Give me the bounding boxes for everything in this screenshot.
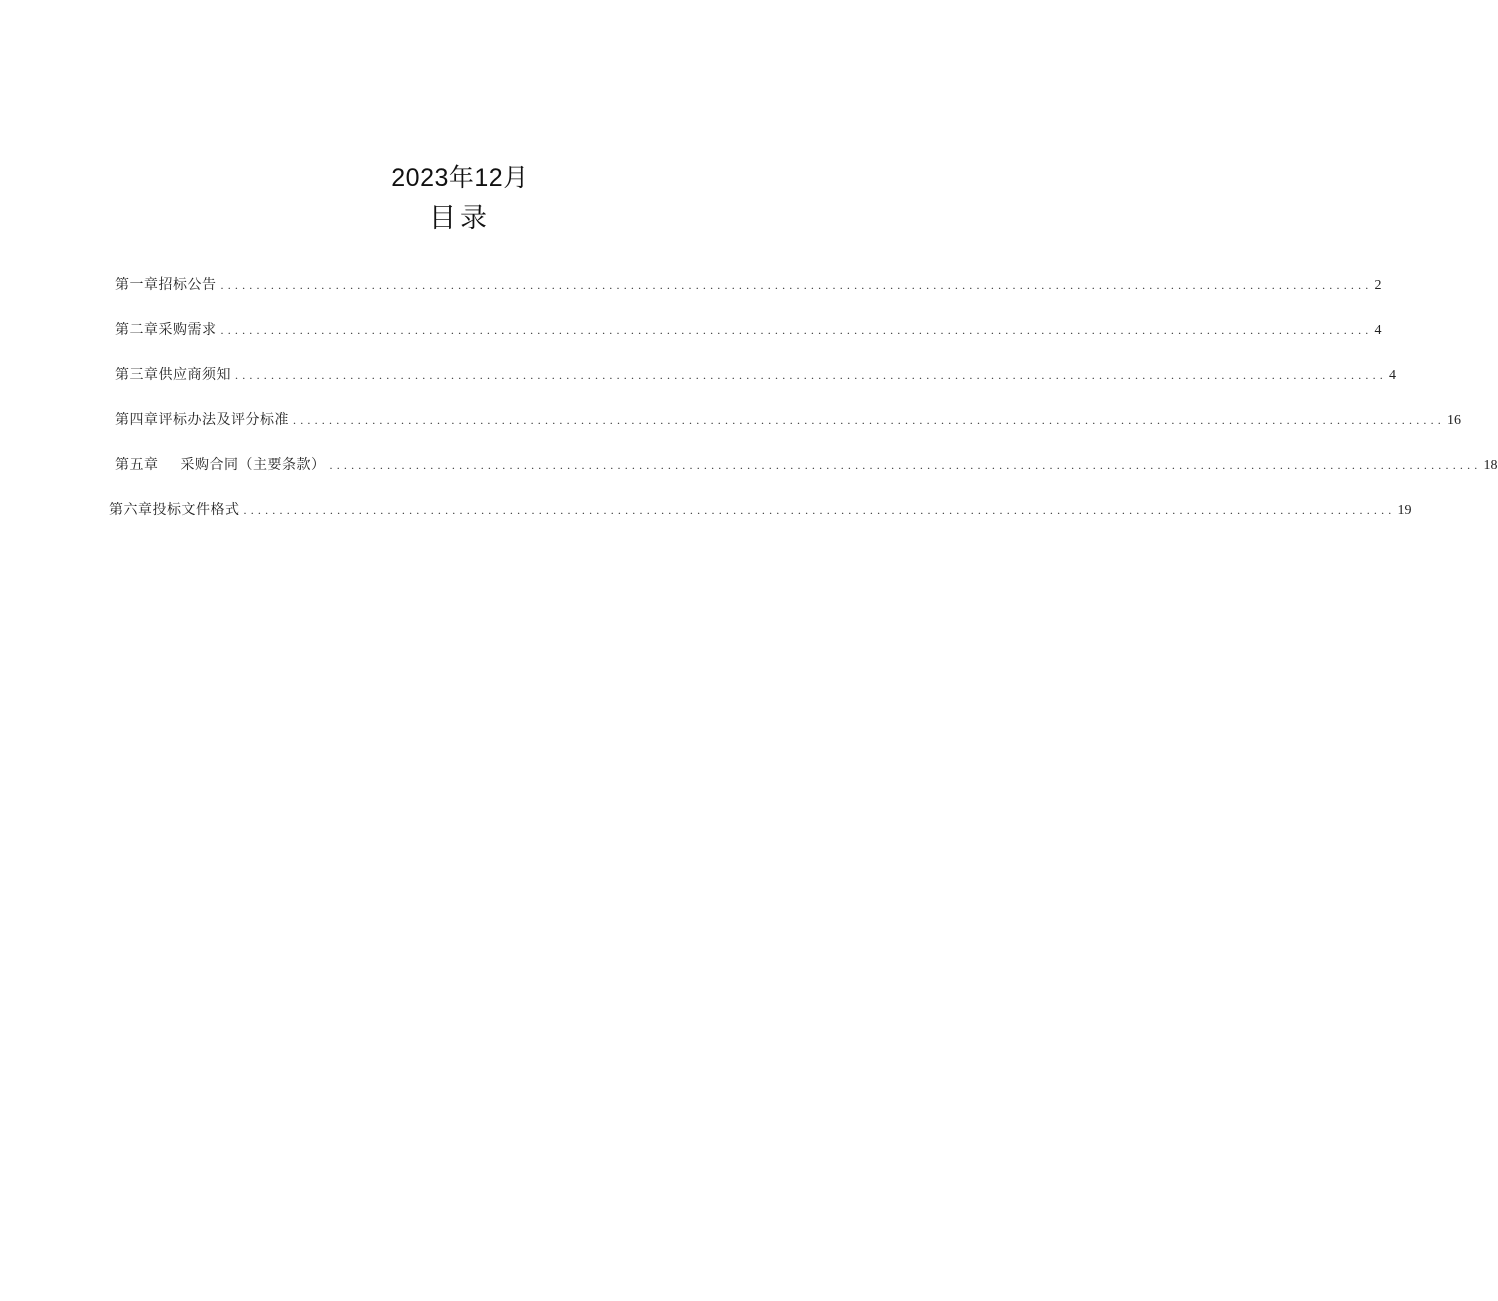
toc-entry-page-number: 4	[1374, 323, 1382, 338]
toc-entry-page-number: 18	[1483, 458, 1498, 473]
toc-entry-page-number: 4	[1389, 368, 1396, 383]
toc-entry-label-chapter: 第五章	[115, 457, 159, 473]
toc-dot-leader: ................................................................................................................................................................	[293, 413, 1445, 427]
toc-entry-chapter-5[interactable]	[115, 454, 1498, 474]
toc-dot-leader: ................................................................................................................................................................	[243, 503, 1396, 517]
toc-entry-page-number: 2	[1374, 278, 1382, 293]
toc-entry-chapter-2[interactable]	[115, 319, 1382, 339]
toc-entry-label: 第三章供应商须知	[115, 367, 231, 383]
toc-entry-chapter-6[interactable]	[109, 499, 1412, 519]
toc-dot-leader: ................................................................................................................................................................	[220, 323, 1373, 337]
toc-heading: 目录	[429, 203, 491, 234]
toc-entry-page-number: 16	[1447, 413, 1461, 428]
toc-entry-label-title: 采购合同（主要条款）	[180, 457, 326, 473]
toc-dot-leader: ................................................................................................................................................................	[235, 368, 1387, 382]
toc-entry-label	[115, 454, 326, 474]
toc-dot-leader: ................................................................................................................................................................	[329, 458, 1482, 472]
toc-entry-label: 第一章招标公告	[115, 277, 217, 293]
toc-entry-label: 第二章采购需求	[115, 322, 217, 338]
document-date: 2023年12月	[391, 164, 529, 192]
toc-entry-label: 第四章评标办法及评分标准	[115, 412, 289, 428]
toc-entry-label: 第六章投标文件格式	[109, 502, 240, 518]
toc-entry-chapter-1[interactable]	[115, 274, 1382, 294]
toc-entry-chapter-3[interactable]	[115, 364, 1396, 384]
toc-entry-page-number: 19	[1397, 503, 1412, 518]
toc-dot-leader: ................................................................................................................................................................	[220, 278, 1373, 292]
toc-entry-chapter-4[interactable]	[115, 409, 1461, 429]
